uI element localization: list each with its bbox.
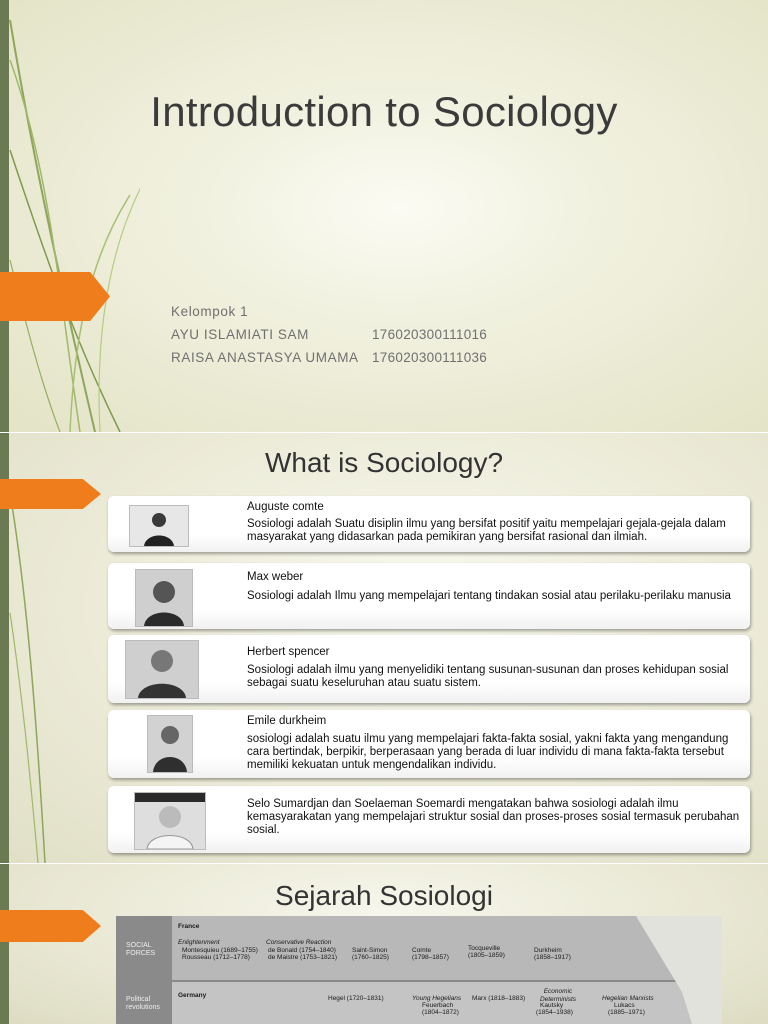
era-heading: Hegelian Marxists xyxy=(602,995,654,1002)
author-name: Herbert spencer xyxy=(247,646,330,658)
portrait-photo xyxy=(147,715,193,773)
definition-card xyxy=(108,496,750,552)
timeline-chevron xyxy=(632,916,722,1024)
definition-card xyxy=(108,710,750,778)
portrait-photo xyxy=(134,792,206,850)
orange-arrow-marker xyxy=(0,910,101,942)
portrait-photo xyxy=(135,569,193,627)
thinker-entry: Tocqueville xyxy=(468,945,501,952)
decorative-leaves xyxy=(0,0,140,432)
author-name: Emile durkheim xyxy=(247,715,327,727)
slide-title-text: Introduction to Sociology xyxy=(150,88,618,135)
slide-title-text: What is Sociology? xyxy=(264,447,504,478)
thinker-entry: Hegel (1720–1831) xyxy=(328,995,384,1002)
author-name: Auguste comte xyxy=(247,501,324,513)
row-label: SOCIAL FORCES xyxy=(126,942,156,957)
group-label: Kelompok 1 xyxy=(171,304,249,319)
orange-arrow-marker xyxy=(0,272,110,321)
thinker-entry: de Bonald (1754–1840) xyxy=(268,947,336,954)
definition-text: sosiologi adalah suatu ilmu yang mempelajari fakta-fakta sosial, yakni fakta yang mengandung cara bertindak, berpikir, berperasaan yang berada di luar individu di mana fakta-fakta tersebut memiliki kekuatan untuk mengendalikan individu. xyxy=(247,733,729,772)
row-label: Political revolutions xyxy=(126,996,160,1011)
era-heading: Young Hegelians xyxy=(412,995,462,1002)
thinker-entry: (1805–1859) xyxy=(468,952,505,959)
era-heading: Enlightenment xyxy=(178,939,220,946)
definition-card xyxy=(108,786,750,853)
thinker-entry: (1854–1938) xyxy=(536,1009,573,1016)
thinker-entry: (1760–1825) xyxy=(352,954,389,961)
member-name: RAISA ANASTASYA UMAMA xyxy=(171,350,359,365)
slide-title-text: Sejarah Sosiologi xyxy=(275,880,493,911)
member-id: 176020300111016 xyxy=(372,327,488,342)
thinker-entry: Lukacs xyxy=(614,1002,635,1009)
slide-what-is-sociology xyxy=(0,433,768,863)
thinker-entry: (1804–1872) xyxy=(422,1009,459,1016)
definition-card xyxy=(108,563,750,629)
era-heading: Economic Determinists xyxy=(539,988,577,1003)
definition-text: Sosiologi adalah Ilmu yang mempelajari tentang tindakan sosial atau perilaku-perilaku manusia xyxy=(247,590,731,602)
definition-text: Selo Sumardjan dan Soelaeman Soemardi mengatakan bahwa sosiologi adalah ilmu kemasyarakatan yang mempelajari struktur sosial dan proses-proses sosial termasuk perubahan sosial. xyxy=(247,798,740,837)
portrait-photo xyxy=(125,640,199,699)
thinker-entry: Rousseau (1712–1778) xyxy=(182,954,250,961)
thinker-entry: Marx (1818–1883) xyxy=(472,995,526,1002)
thinker-entry: (1798–1857) xyxy=(412,954,449,961)
slide-title xyxy=(0,0,768,432)
thinker-entry: Feuerbach xyxy=(422,1002,454,1009)
thinker-entry: (1858–1917) xyxy=(534,954,571,961)
thinker-entry: Montesquieu (1689–1755) xyxy=(182,947,258,954)
country-label: Germany xyxy=(178,992,207,999)
definition-card xyxy=(108,635,750,703)
thinker-entry: Durkheim xyxy=(534,947,562,954)
thinker-entry: Saint-Simon xyxy=(352,947,388,954)
member-id: 176020300111036 xyxy=(372,350,488,365)
sociology-timeline-figure xyxy=(116,916,722,1024)
definition-text: Sosiologi adalah Suatu disiplin ilmu yang bersifat positif yaitu mempelajari gejala-gejala dalam masyarakat yang didasarkan pada pemikiran yang bersifat rasional dan ilmiah. xyxy=(247,518,726,544)
author-name: Max weber xyxy=(247,571,304,583)
country-label: France xyxy=(178,923,200,930)
thinker-entry: (1885–1971) xyxy=(608,1009,645,1016)
thinker-entry: Kautsky xyxy=(540,1002,564,1009)
era-heading: Conservative Reaction xyxy=(266,939,332,946)
definition-text: Sosiologi adalah ilmu yang menyelidiki tentang susunan-susunan dan proses kehidupan sosial sebagai suatu keseluruhan atau suatu sistem. xyxy=(247,664,729,690)
orange-arrow-marker xyxy=(0,479,101,509)
thinker-entry: Comte xyxy=(412,947,432,954)
thinker-entry: de Maistre (1753–1821) xyxy=(268,954,338,961)
portrait-photo xyxy=(129,505,189,547)
member-name: AYU ISLAMIATI SAM xyxy=(171,327,309,342)
